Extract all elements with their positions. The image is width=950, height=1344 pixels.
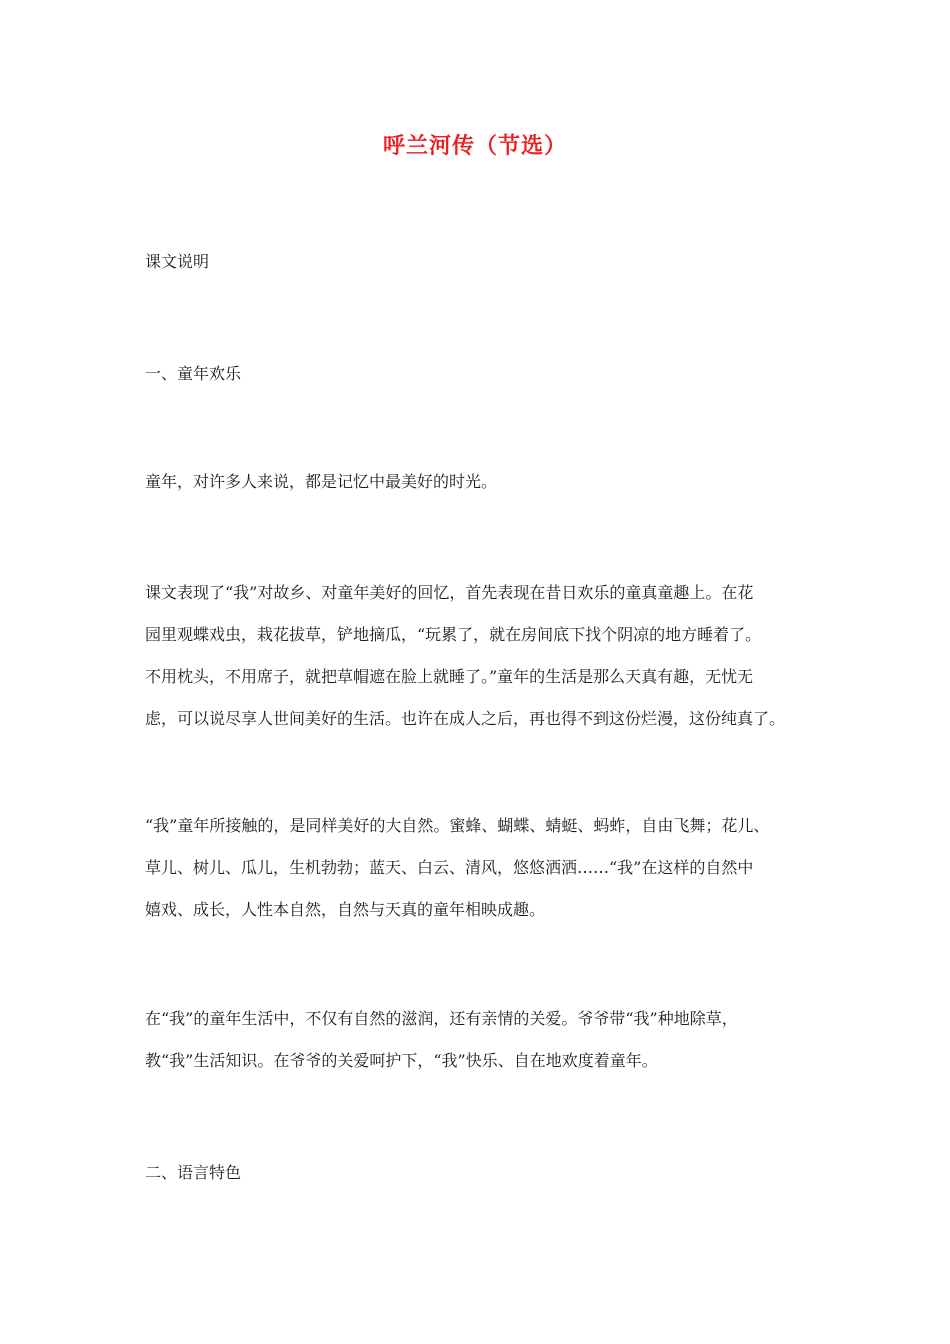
paragraph-line: 嬉戏、成长，人性本自然，自然与天真的童年相映成趣。 [145, 900, 546, 919]
heading-childhood-joy [145, 353, 813, 395]
paragraph-line: 教“我”生活知识。在爷爷的关爱呵护下，“我”快乐、自在地欢度着童年。 [145, 1051, 658, 1070]
paragraph-line: 童年，对许多人来说，都是记忆中最美好的时光。 [145, 472, 498, 491]
heading-text: 一、童年欢乐 [145, 364, 242, 383]
paragraph-4 [145, 998, 813, 1082]
document-title: 呼兰河传（节选） [382, 134, 567, 159]
paragraph-line: 草儿、树儿、瓜儿，生机勃勃；蓝天、白云、清风，悠悠洒洒……“我”在这样的自然中 [145, 858, 754, 877]
paragraph-line: 虑，可以说尽享人世间美好的生活。也许在成人之后，再也得不到这份烂漫，这份纯真了。 [145, 709, 786, 728]
paragraph-3 [145, 805, 813, 931]
paragraph-line: 课文表现了“我”对故乡、对童年美好的回忆，首先表现在昔日欢乐的童真童趣上。在花 [145, 583, 754, 602]
heading-language-features [145, 1152, 813, 1194]
paragraph-line: 在“我”的童年生活中，不仅有自然的滋润，还有亲情的关爱。爷爷带“我”种地除草， [145, 1009, 738, 1028]
paragraph-line: 不用枕头，不用席子，就把草帽遮在脸上就睡了。”童年的生活是那么天真有趣，无忧无 [145, 667, 754, 686]
paragraph-2 [145, 572, 813, 740]
section-label [145, 241, 813, 283]
paragraph-1 [145, 461, 813, 503]
heading-text: 二、语言特色 [145, 1163, 242, 1182]
section-label-text: 课文说明 [145, 252, 210, 271]
paragraph-line: 园里观蝶戏虫，栽花拔草，铲地摘瓜，“玩累了，就在房间底下找个阴凉的地方睡着了。 [145, 625, 762, 644]
paragraph-line: “我”童年所接触的，是同样美好的大自然。蜜蜂、蝴蝶、蜻蜓、蚂蚱，自由飞舞；花儿、 [145, 816, 770, 835]
